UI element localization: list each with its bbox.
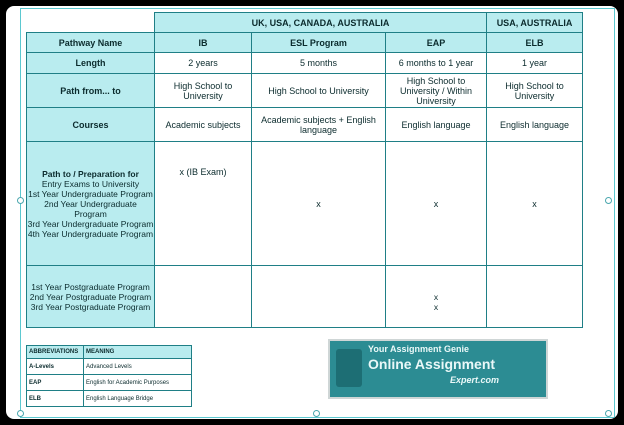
table-cell [252, 266, 386, 328]
table-row [27, 266, 583, 328]
abbr-cell: A-Levels [27, 359, 84, 375]
resize-handle-bottom[interactable] [313, 410, 320, 417]
document-page [6, 6, 618, 419]
abbr-cell: ELB [27, 391, 84, 407]
prep-item: 4th Year Undergraduate Program [27, 228, 154, 239]
ib-entry-mark: x (IB Exam) [155, 142, 252, 266]
genie-icon [336, 349, 362, 387]
resize-handle-bottom-right[interactable] [605, 410, 612, 417]
row-label-courses: Courses [27, 108, 155, 142]
region-header-usa: USA, AUSTRALIA [487, 13, 583, 33]
region-header-uk: UK, USA, CANADA, AUSTRALIA [155, 13, 487, 33]
eap-postgrad-cell [386, 266, 487, 328]
prep-item: 1st Year Postgraduate Program [31, 281, 150, 292]
logo-line-1: Your Assignment Genie [368, 344, 470, 354]
prep-item: 3rd Year Postgraduate Program [30, 301, 151, 312]
table-cell: High School to University / Within University [386, 74, 487, 108]
prep-item: 2nd Year Undergraduate Program [44, 198, 137, 219]
empty-corner-cell [27, 13, 155, 33]
table-cell [487, 266, 583, 328]
row-label-length: Length [27, 53, 155, 74]
table-cell: English language [386, 108, 487, 142]
meaning-cell: English Language Bridge [84, 391, 192, 407]
table-cell: Academic subjects [155, 108, 252, 142]
table-cell: 2 years [155, 53, 252, 74]
brand-logo [328, 339, 548, 399]
row-label-path-from: Path from... to [27, 74, 155, 108]
table-row [27, 53, 583, 74]
postgrad-prep-list [27, 266, 155, 328]
table-cell: English language [487, 108, 583, 142]
resize-handle-left[interactable] [17, 197, 24, 204]
abbreviations-table [26, 345, 192, 407]
meaning-cell: Advanced Levels [84, 359, 192, 375]
logo-line-3: Expert.com [450, 375, 500, 385]
logo-line-2: Online Assignment [368, 356, 496, 372]
col-header-elb: ELB [487, 33, 583, 53]
prep-item: 1st Year Undergraduate Program [28, 188, 153, 199]
col-header-eap: EAP [386, 33, 487, 53]
elb-mark: x [487, 142, 583, 266]
table-cell: High School to University [487, 74, 583, 108]
row-label-pathway: Pathway Name [27, 33, 155, 53]
prep-item: 2nd Year Postgraduate Program [29, 291, 152, 302]
table-cell: 1 year [487, 53, 583, 74]
table-row [27, 391, 192, 407]
eap-pg3-mark: x [433, 301, 439, 312]
table-cell: High School to University [155, 74, 252, 108]
prep-item: 3rd Year Undergraduate Program [27, 218, 154, 229]
meaning-cell: English for Academic Purposes [84, 375, 192, 391]
meaning-header: MEANING [84, 346, 192, 359]
table-row [27, 142, 583, 266]
undergrad-prep-list [27, 142, 155, 266]
table-row [27, 108, 583, 142]
table-row [27, 74, 583, 108]
table-cell: 5 months [252, 53, 386, 74]
prep-item: Entry Exams to University [41, 178, 140, 189]
table-cell: Academic subjects + English language [252, 108, 386, 142]
table-cell [155, 266, 252, 328]
table-row [27, 33, 583, 53]
abbr-cell: EAP [27, 375, 84, 391]
col-header-esl: ESL Program [252, 33, 386, 53]
resize-handle-right[interactable] [605, 197, 612, 204]
table-cell: 6 months to 1 year [386, 53, 487, 74]
col-header-ib: IB [155, 33, 252, 53]
table-row [27, 359, 192, 375]
table-row [27, 375, 192, 391]
table-cell: High School to University [252, 74, 386, 108]
esl-mark: x [252, 142, 386, 266]
resize-handle-bottom-left[interactable] [17, 410, 24, 417]
prep-heading: Path to / Preparation for [42, 168, 139, 179]
eap-pg2-mark: x [433, 291, 439, 302]
abbr-header: ABBREVIATIONS [27, 346, 84, 359]
pathway-comparison-table [26, 12, 583, 328]
eap-mark: x [386, 142, 487, 266]
